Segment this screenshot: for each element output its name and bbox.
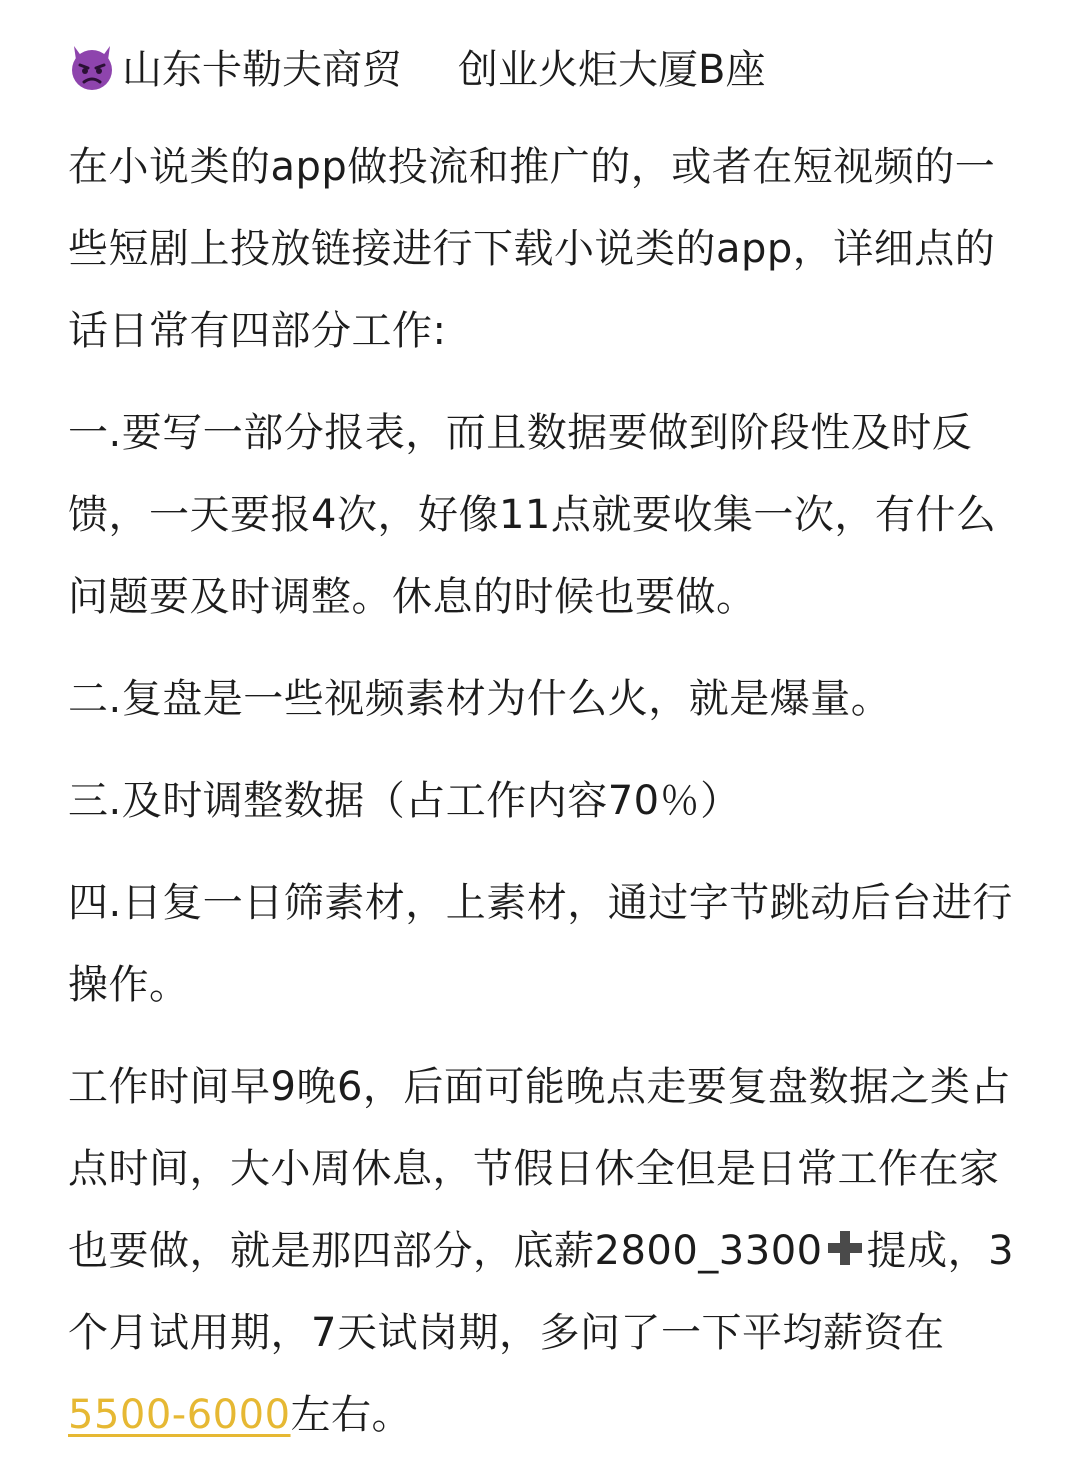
task-three: 三.及时调整数据（占工作内容70％） (68, 778, 741, 824)
angry-devil-face-icon (66, 40, 118, 92)
intro-paragraph: 在小说类的app做投流和推广的，或者在短视频的一些短剧上投放链接进行下载小说类的app，详细点的话日常有四部分工作: (68, 144, 996, 354)
task-four: 四.日复一日筛素材，上素材，通过字节跳动后台进行操作。 (68, 880, 1013, 1008)
office-location: 创业火炬大厦B座 (458, 46, 766, 93)
task-two: 二.复盘是一些视频素材为什么火，就是爆量。 (68, 676, 892, 722)
average-salary-highlight: 5500-6000 (68, 1392, 291, 1438)
summary-text-1: 工作时间早9晚6，后面可能晚点走要复盘数据之类占点时间，大小周休息，节假日休全但是日常工作在家也要做，就是那四部分，底薪 (68, 1064, 1011, 1274)
company-name: 山东卡勒夫商贸 (122, 46, 402, 93)
base-salary-range: 2800_3300 (594, 1228, 823, 1274)
summary-text-2: 提成，3个月试用期，7天试岗期，多问了一下平均薪资在 (68, 1228, 1015, 1356)
task-one: 一.要写一部分报表，而且数据要做到阶段性及时反馈，一天要报4次，好像11点就要收集一次，有什么问题要及时调整。休息的时候也要做。 (68, 410, 997, 620)
post-header (66, 36, 765, 96)
summary-text-3: 左右。 (290, 1392, 413, 1438)
summary-paragraph (68, 1046, 1018, 1456)
heavy-plus-icon (825, 1228, 865, 1268)
